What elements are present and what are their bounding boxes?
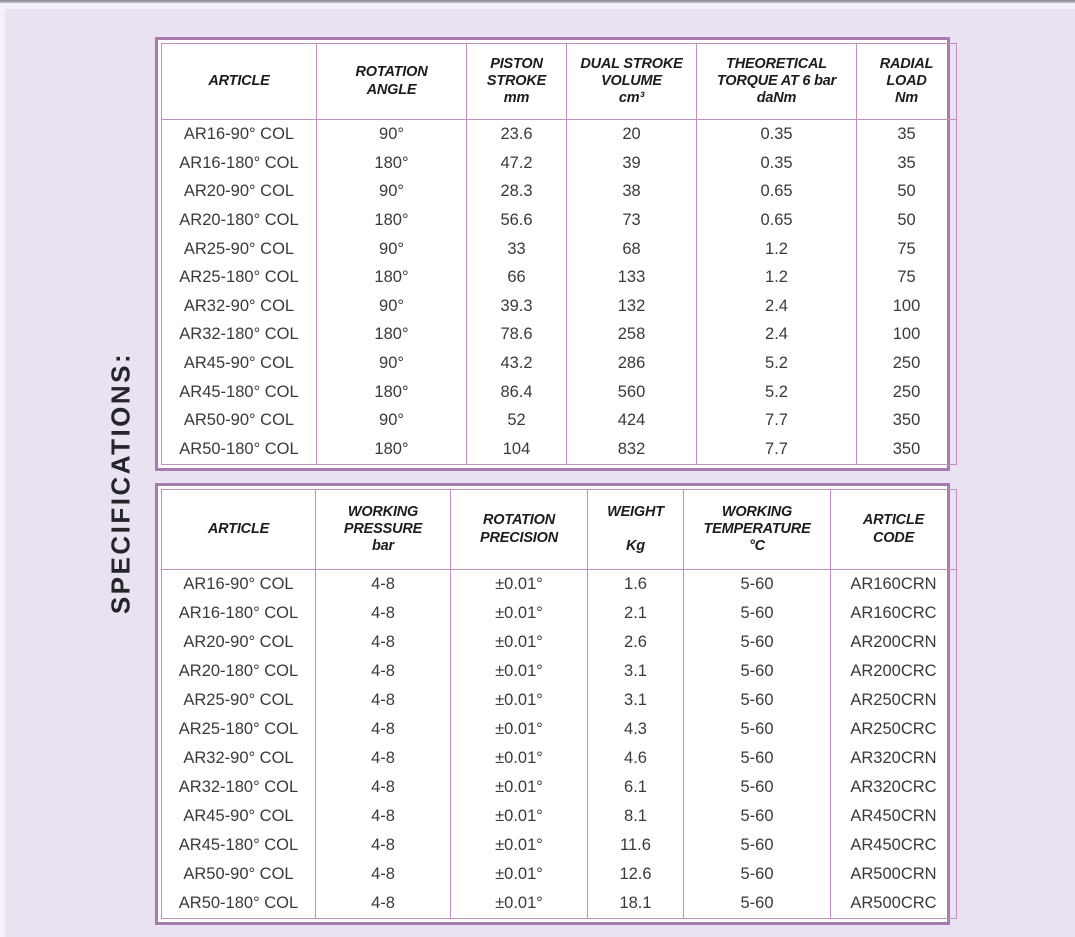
body-cell: 1.2 (697, 235, 857, 264)
body-cell: 4.6 (588, 744, 684, 773)
body-cell: 4-8 (316, 802, 451, 831)
body-cell: 39 (567, 149, 697, 178)
body-cell: 5-60 (684, 802, 831, 831)
body-cell: 100 (857, 321, 957, 350)
body-cell: 4-8 (316, 657, 451, 686)
body-cell: 90° (317, 406, 467, 435)
body-cell: AR32-90° COL (162, 292, 317, 321)
body-cell: 78.6 (467, 321, 567, 350)
body-cell: 4-8 (316, 889, 451, 919)
body-cell: AR500CRN (831, 860, 957, 889)
column-header-line: PRECISION (480, 529, 558, 546)
specifications-table-dimensions (155, 37, 950, 471)
body-cell: 18.1 (588, 889, 684, 919)
column-header-line: DUAL STROKE (580, 55, 683, 72)
body-cell: 832 (567, 435, 697, 465)
body-cell: 5-60 (684, 831, 831, 860)
body-cell: AR200CRN (831, 628, 957, 657)
column-header (857, 44, 957, 120)
body-cell: 6.1 (588, 773, 684, 802)
body-cell: ±0.01° (451, 831, 588, 860)
body-cell: AR32-90° COL (162, 744, 316, 773)
body-cell: 90° (317, 235, 467, 264)
body-cell: 132 (567, 292, 697, 321)
column-header-line: ARTICLE (862, 512, 925, 529)
table-row (162, 599, 957, 628)
body-cell: 180° (317, 378, 467, 407)
body-cell: ±0.01° (451, 773, 588, 802)
body-cell: AR50-90° COL (162, 860, 316, 889)
table-row (162, 406, 957, 435)
body-cell: 4-8 (316, 860, 451, 889)
body-cell: 180° (317, 206, 467, 235)
body-cell: 5-60 (684, 628, 831, 657)
body-cell: 35 (857, 120, 957, 149)
body-cell: 4-8 (316, 715, 451, 744)
column-header-line: STROKE (486, 72, 547, 89)
body-cell: AR250CRC (831, 715, 957, 744)
body-cell: ±0.01° (451, 599, 588, 628)
body-cell: 11.6 (588, 831, 684, 860)
body-cell: AR200CRC (831, 657, 957, 686)
body-cell: 350 (857, 406, 957, 435)
body-cell: 2.1 (588, 599, 684, 628)
body-cell: AR45-90° COL (162, 802, 316, 831)
table-row (162, 889, 957, 919)
body-cell: 2.4 (697, 292, 857, 321)
table-row (162, 860, 957, 889)
body-cell: 2.6 (588, 628, 684, 657)
body-cell: 4-8 (316, 773, 451, 802)
body-cell: AR450CRC (831, 831, 957, 860)
body-cell: 38 (567, 177, 697, 206)
body-cell: 1.2 (697, 263, 857, 292)
body-cell: 424 (567, 406, 697, 435)
column-header-line: TEMPERATURE (703, 520, 811, 537)
column-header (451, 490, 588, 570)
body-cell: 4-8 (316, 744, 451, 773)
body-cell: 258 (567, 321, 697, 350)
body-cell: 1.6 (588, 570, 684, 600)
body-cell: 4-8 (316, 570, 451, 600)
table-row (162, 292, 957, 321)
table-row (162, 263, 957, 292)
table-row (162, 235, 957, 264)
body-cell: AR20-90° COL (162, 177, 317, 206)
table-row (162, 686, 957, 715)
body-cell: AR16-180° COL (162, 149, 317, 178)
table-row (162, 831, 957, 860)
body-cell: 66 (467, 263, 567, 292)
body-cell: ±0.01° (451, 657, 588, 686)
column-unit: daNm (756, 90, 797, 107)
body-cell: 12.6 (588, 860, 684, 889)
body-cell: AR20-180° COL (162, 206, 317, 235)
body-cell: 133 (567, 263, 697, 292)
body-cell: 5-60 (684, 570, 831, 600)
body-cell: 39.3 (467, 292, 567, 321)
column-unit: °C (749, 538, 765, 555)
body-cell: 104 (467, 435, 567, 465)
body-cell: ±0.01° (451, 628, 588, 657)
body-cell: 7.7 (697, 435, 857, 465)
column-header (162, 490, 316, 570)
column-header-line: ROTATION (483, 512, 555, 529)
column-header-line: WORKING (721, 503, 793, 520)
table-row (162, 802, 957, 831)
body-cell: AR50-180° COL (162, 435, 317, 465)
body-cell: AR500CRC (831, 889, 957, 919)
body-cell: 250 (857, 378, 957, 407)
body-cell: 4.3 (588, 715, 684, 744)
body-cell: 350 (857, 435, 957, 465)
body-cell: AR45-180° COL (162, 378, 317, 407)
column-header-line: THEORETICAL (726, 55, 827, 72)
table-row (162, 120, 957, 149)
column-unit: Kg (626, 538, 645, 555)
column-header-line: TORQUE AT 6 bar (716, 72, 837, 89)
table-row (162, 715, 957, 744)
table-row (162, 773, 957, 802)
column-header-line: ANGLE (366, 81, 417, 98)
column-header (162, 44, 317, 120)
body-cell: 20 (567, 120, 697, 149)
body-cell: AR320CRN (831, 744, 957, 773)
header-row (162, 490, 957, 570)
column-header (697, 44, 857, 120)
body-cell: 4-8 (316, 599, 451, 628)
page-top-strip (0, 3, 1075, 9)
body-cell: 100 (857, 292, 957, 321)
body-cell: 50 (857, 206, 957, 235)
body-cell: 56.6 (467, 206, 567, 235)
body-cell: AR16-90° COL (162, 570, 316, 600)
body-cell: AR250CRN (831, 686, 957, 715)
table-row (162, 378, 957, 407)
body-cell: 50 (857, 177, 957, 206)
column-header-line: WEIGHT (607, 503, 664, 520)
specifications-label: SPECIFICATIONS: (105, 351, 136, 615)
column-header-line: ARTICLE (208, 72, 270, 89)
body-cell: AR25-90° COL (162, 235, 317, 264)
body-cell: 5-60 (684, 744, 831, 773)
column-header (567, 44, 697, 120)
header-row (162, 44, 957, 120)
table-row (162, 177, 957, 206)
column-header (317, 44, 467, 120)
body-cell: AR160CRN (831, 570, 957, 600)
table-operating (161, 489, 957, 919)
column-header (467, 44, 567, 120)
column-header (831, 490, 957, 570)
body-cell: ±0.01° (451, 889, 588, 919)
body-cell: ±0.01° (451, 860, 588, 889)
body-cell: 250 (857, 349, 957, 378)
body-cell: 5.2 (697, 378, 857, 407)
body-cell: ±0.01° (451, 802, 588, 831)
body-cell: AR160CRC (831, 599, 957, 628)
body-cell: 90° (317, 292, 467, 321)
body-cell: AR45-90° COL (162, 349, 317, 378)
column-header-line: WORKING (347, 503, 419, 520)
body-cell: 90° (317, 349, 467, 378)
column-header-line: CODE (872, 529, 915, 546)
body-cell: 560 (567, 378, 697, 407)
table-row (162, 149, 957, 178)
table-row (162, 657, 957, 686)
body-cell: 5-60 (684, 657, 831, 686)
column-header-line: ARTICLE (207, 520, 270, 537)
column-header-line: PISTON (490, 55, 543, 72)
body-cell: 90° (317, 120, 467, 149)
body-cell: 68 (567, 235, 697, 264)
table-row (162, 349, 957, 378)
body-cell: AR16-90° COL (162, 120, 317, 149)
body-cell: AR25-90° COL (162, 686, 316, 715)
body-cell: 3.1 (588, 657, 684, 686)
body-cell: 0.65 (697, 206, 857, 235)
body-cell: 4-8 (316, 628, 451, 657)
column-header (588, 490, 684, 570)
column-header (684, 490, 831, 570)
body-cell: ±0.01° (451, 715, 588, 744)
column-unit: bar (372, 538, 394, 555)
table-row (162, 321, 957, 350)
body-cell: 2.4 (697, 321, 857, 350)
column-header-line: VOLUME (601, 72, 662, 89)
body-cell: 5.2 (697, 349, 857, 378)
body-cell: 73 (567, 206, 697, 235)
body-cell: 180° (317, 263, 467, 292)
body-cell: AR45-180° COL (162, 831, 316, 860)
body-cell: 180° (317, 435, 467, 465)
specifications-table-operating (155, 483, 950, 925)
body-cell: 5-60 (684, 773, 831, 802)
body-cell: AR32-180° COL (162, 321, 317, 350)
body-cell: 86.4 (467, 378, 567, 407)
column-header-line (634, 521, 638, 538)
column-header (316, 490, 451, 570)
body-cell: AR25-180° COL (162, 715, 316, 744)
body-cell: ±0.01° (451, 744, 588, 773)
body-cell: 286 (567, 349, 697, 378)
table-row (162, 570, 957, 600)
body-cell: 0.65 (697, 177, 857, 206)
body-cell: 180° (317, 321, 467, 350)
body-cell: 4-8 (316, 686, 451, 715)
body-cell: 90° (317, 177, 467, 206)
table-dimensions (161, 43, 957, 465)
body-cell: 33 (467, 235, 567, 264)
body-cell: 0.35 (697, 149, 857, 178)
column-header-line: ROTATION (355, 64, 428, 81)
body-cell: 4-8 (316, 831, 451, 860)
column-unit: cm³ (618, 90, 645, 107)
body-cell: AR50-90° COL (162, 406, 317, 435)
body-cell: 5-60 (684, 599, 831, 628)
table-row (162, 744, 957, 773)
column-unit: mm (503, 90, 530, 107)
body-cell: ±0.01° (451, 570, 588, 600)
body-cell: 43.2 (467, 349, 567, 378)
body-cell: 8.1 (588, 802, 684, 831)
body-cell: 0.35 (697, 120, 857, 149)
body-cell: 75 (857, 235, 957, 264)
body-cell: 35 (857, 149, 957, 178)
body-cell: AR50-180° COL (162, 889, 316, 919)
body-cell: AR16-180° COL (162, 599, 316, 628)
table-row (162, 435, 957, 465)
body-cell: ±0.01° (451, 686, 588, 715)
table-row (162, 206, 957, 235)
body-cell: 3.1 (588, 686, 684, 715)
body-cell: AR25-180° COL (162, 263, 317, 292)
body-cell: AR20-180° COL (162, 657, 316, 686)
body-cell: 52 (467, 406, 567, 435)
body-cell: 5-60 (684, 686, 831, 715)
body-cell: 5-60 (684, 715, 831, 744)
page-left-strip (0, 9, 5, 937)
body-cell: 75 (857, 263, 957, 292)
body-cell: 7.7 (697, 406, 857, 435)
body-cell: AR32-180° COL (162, 773, 316, 802)
table-row (162, 628, 957, 657)
column-header-line: RADIAL (879, 55, 934, 72)
body-cell: 23.6 (467, 120, 567, 149)
body-cell: 5-60 (684, 889, 831, 919)
column-header-line: PRESSURE (343, 520, 423, 537)
body-cell: AR320CRC (831, 773, 957, 802)
column-header-line: LOAD (886, 72, 927, 89)
body-cell: AR450CRN (831, 802, 957, 831)
body-cell: AR20-90° COL (162, 628, 316, 657)
body-cell: 180° (317, 149, 467, 178)
body-cell: 5-60 (684, 860, 831, 889)
body-cell: 28.3 (467, 177, 567, 206)
body-cell: 47.2 (467, 149, 567, 178)
column-unit: Nm (895, 90, 918, 107)
